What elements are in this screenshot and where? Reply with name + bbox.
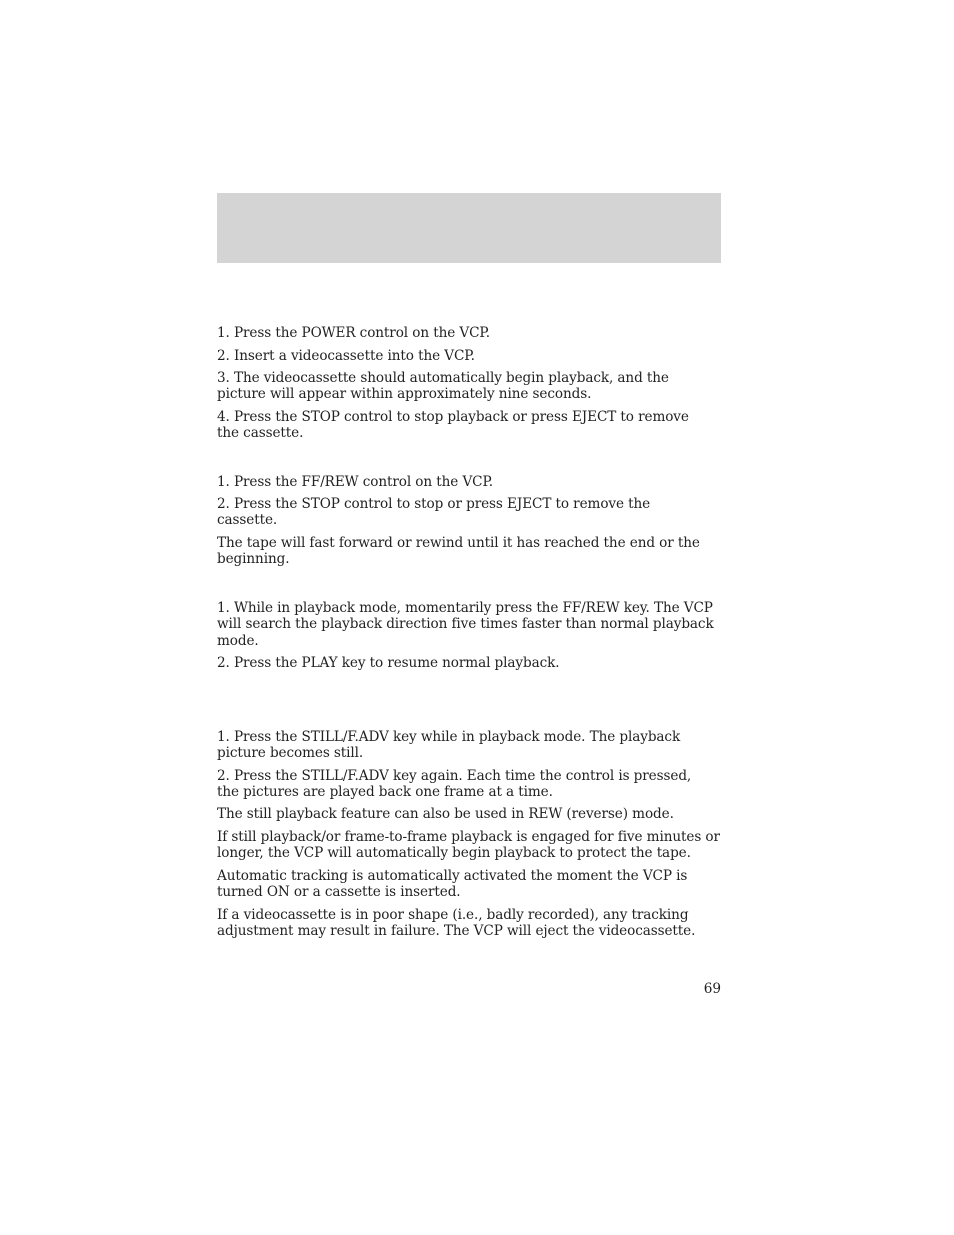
section-1-step-1: 1. Press the POWER control on the VCP.: [217, 325, 490, 341]
section-1-step-3: 3. The videocassette should automatically begin playback, and the picture will appear within approximately nine seconds.: [217, 370, 669, 403]
header-band: [217, 193, 721, 263]
section-4-note-eject: If a videocassette is in poor shape (i.e., badly recorded), any tracking adjustment may result in failure. The VCP will eject the videocassette.: [217, 907, 696, 940]
section-2-step-1: 1. Press the FF/REW control on the VCP.: [217, 474, 493, 490]
section-2-step-2: 2. Press the STOP control to stop or press EJECT to remove the cassette.: [217, 496, 651, 529]
section-4-note-rew: The still playback feature can also be used in REW (reverse) mode.: [217, 806, 674, 822]
section-3-step-2: 2. Press the PLAY key to resume normal playback.: [217, 655, 560, 671]
section-1-step-4: 4. Press the STOP control to stop playback or press EJECT to remove the cassette.: [217, 409, 689, 442]
section-4-note-tracking: Automatic tracking is automatically activated the moment the VCP is turned ON or a cassette is inserted.: [217, 868, 688, 901]
section-3-step-1: 1. While in playback mode, momentarily press the FF/REW key. The VCP will search the playback direction five times faster than normal playback mode.: [217, 600, 714, 649]
page-number: 69: [703, 981, 721, 997]
section-4-step-2: 2. Press the STILL/F.ADV key again. Each time the control is pressed, the pictures are played back one frame at a time.: [217, 768, 692, 801]
section-2-note: The tape will fast forward or rewind until it has reached the end or the beginning.: [217, 535, 700, 568]
section-1-step-2: 2. Insert a videocassette into the VCP.: [217, 348, 475, 364]
section-4-step-1: 1. Press the STILL/F.ADV key while in playback mode. The playback picture becomes still.: [217, 729, 681, 762]
section-4-note-auto-playback: If still playback/or frame-to-frame playback is engaged for five minutes or longer, the VCP will automatically begin playback to protect the tape.: [217, 829, 720, 862]
